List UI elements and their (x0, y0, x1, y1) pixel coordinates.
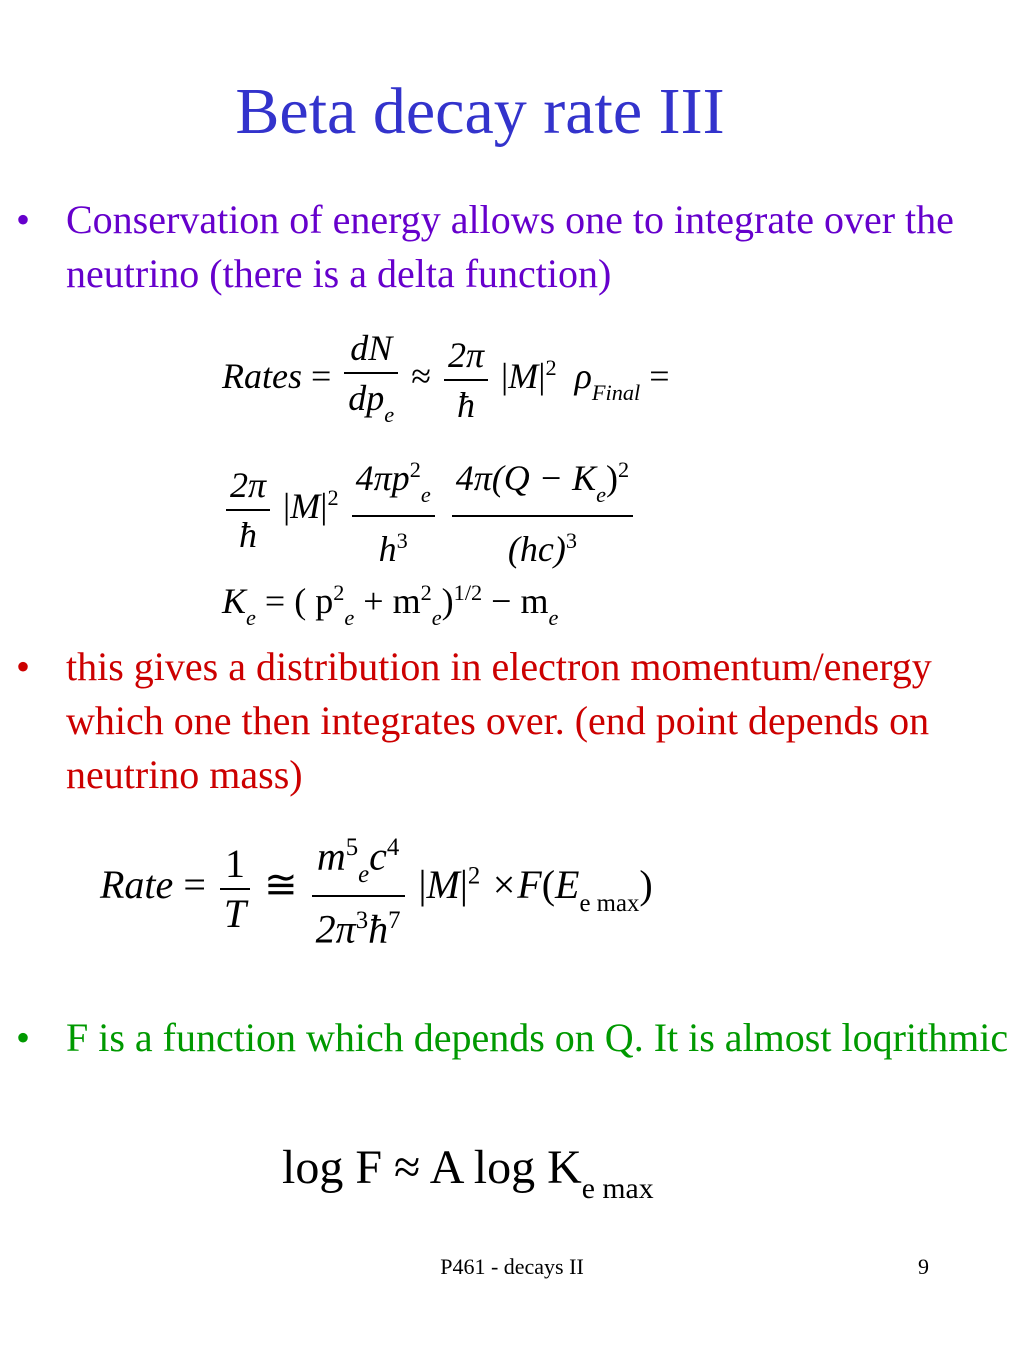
fraction-dn-dpe: $\frac{dN}{dp_e}$ (344, 326, 398, 433)
bullet-item (16, 640, 1016, 802)
equation-expansion: $\frac{2\pi}{ħ}$ $|M|^2$ $\frac{4\pi p^2_e}{h^3}$ $\frac{4\pi(Q - K_e)^2}{(hc)^3}$ (222, 448, 637, 571)
bullet-icon: • (16, 1015, 31, 1060)
fraction-2pi-hbar: $\frac{2\pi}{ħ}$ (444, 333, 488, 427)
bullet-item (16, 1011, 1016, 1065)
bullet-text: F is a function which depends on Q. It is almost loqrithmic (66, 1015, 1009, 1060)
equation-log-f: log F ≈ A $\log K_{e max}$ (282, 1141, 654, 1205)
fraction-2pi-hbar: $\frac{2\pi}{ħ}$ (226, 463, 270, 557)
bullet-text: this gives a distribution in electron momentum/energy which one then integrates over. (end point depends on neutrino mass) (66, 644, 932, 797)
bullet-icon: • (16, 197, 31, 242)
page-title: Beta decay rate III (235, 75, 725, 148)
bullet-text: Conservation of energy allows one to integrate over the neutrino (there is a delta function) (66, 197, 954, 296)
equation-rates: Rates = $\frac{dN}{dp_e}$ ≈ $\frac{2\pi}{ħ}$ $|M|^2$ $\rho_{Final}$ = (222, 326, 670, 433)
page-number: 9 (918, 1254, 929, 1279)
fraction-phase-space-neutrino: $\frac{4\pi(Q - K_e)^2}{(hc)^3}$ (452, 448, 633, 571)
bullet-item (16, 193, 1016, 301)
footer-course-label: P461 - decays II (440, 1254, 584, 1279)
equation-kinetic-energy: $K_e$ = ( $p^2_e + m^2_e)^{1/2} - m_e$ (222, 580, 559, 631)
fraction-phase-space-electron: $\frac{4\pi p^2_e}{h^3}$ (352, 448, 435, 571)
equation-rate-total: Rate = $\frac{1}{T}$ ≅ $\frac{m^5_ec^4}{2\pi^3ħ^7}$ $|M|^2 \times F(E_{e max})$ (100, 826, 653, 952)
bullet-icon: • (16, 644, 31, 689)
fraction-mass-constant: $\frac{m^5_ec^4}{2\pi^3ħ^7}$ (312, 826, 405, 952)
fraction-1-over-T: $\frac{1}{T}$ (220, 842, 250, 936)
